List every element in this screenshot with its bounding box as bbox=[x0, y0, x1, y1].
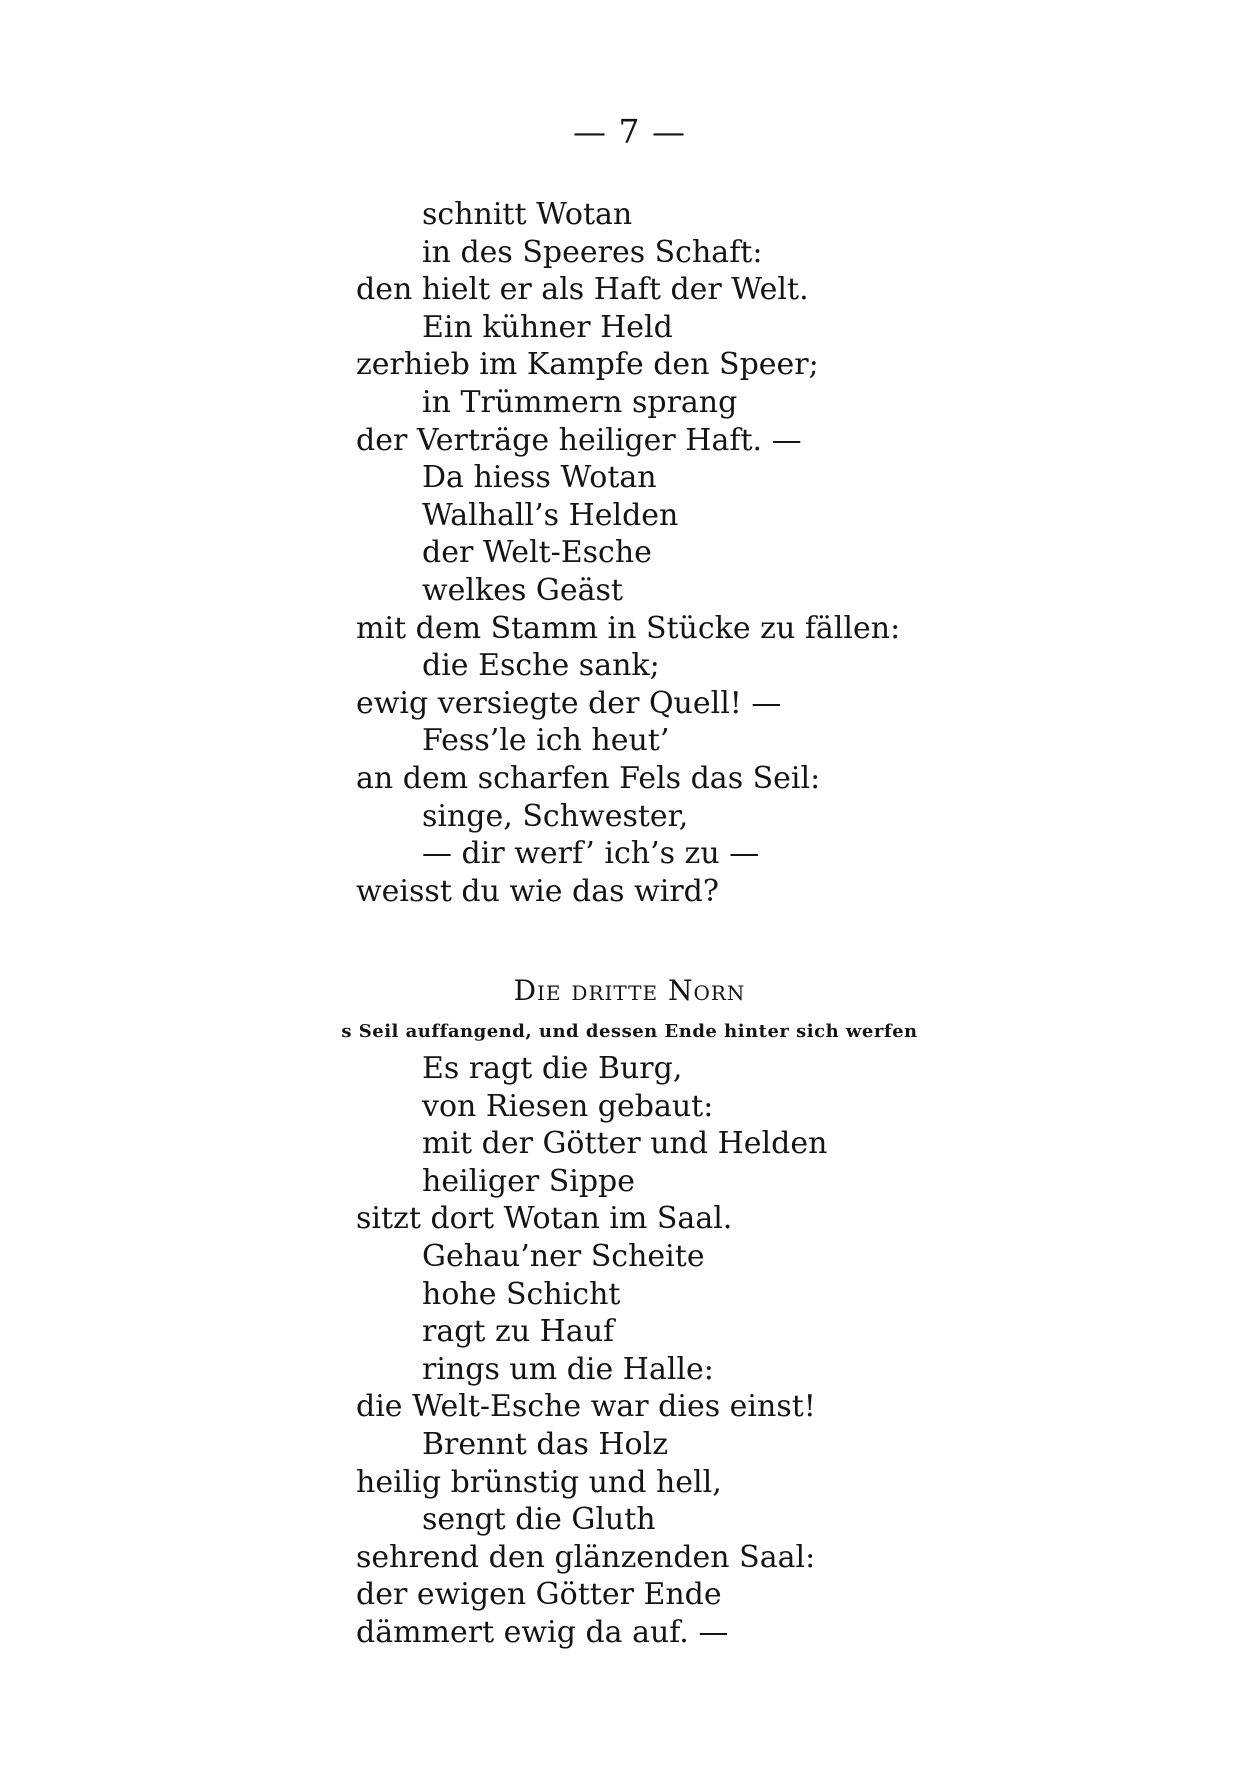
verse-line: dämmert ewig da auf. — bbox=[356, 1614, 729, 1650]
verse-line: die Welt-Esche war dies einst! bbox=[356, 1389, 816, 1425]
verse-line: — dir werf’ ich’s zu — bbox=[422, 836, 760, 872]
verse-line: Brennt das Holz bbox=[422, 1426, 669, 1462]
speaker-heading: Die dritte Norn bbox=[513, 974, 746, 1007]
verse-line: Walhall’s Helden bbox=[422, 497, 679, 533]
verse-line: ewig versiegte der Quell! — bbox=[356, 685, 782, 721]
verse-line: der ewigen Götter Ende bbox=[356, 1577, 722, 1613]
verse-line: heilig brünstig und hell, bbox=[356, 1464, 722, 1500]
verse-line: mit der Götter und Helden bbox=[422, 1126, 828, 1162]
verse-line: weisst du wie das wird? bbox=[356, 873, 719, 909]
verse-line: sengt die Gluth bbox=[422, 1502, 656, 1538]
verse-line: Es ragt die Burg, bbox=[422, 1051, 683, 1086]
stage-direction: s Seil auffangend, und dessen Ende hinter sich werfen bbox=[341, 1021, 918, 1042]
verse-line: sitzt dort Wotan im Saal. bbox=[356, 1201, 733, 1237]
verse-line: Ein kühner Held bbox=[422, 309, 673, 345]
verse-line: singe, Schwester, bbox=[422, 798, 689, 834]
verse-line: Fess’le ich heut’ bbox=[422, 723, 670, 759]
verse-block-1 bbox=[356, 196, 900, 910]
verse-line: der Welt-Esche bbox=[422, 535, 652, 571]
verse-block-2 bbox=[356, 1050, 827, 1652]
verse-line: welkes Geäst bbox=[422, 572, 623, 608]
verse-line: ragt zu Hauf bbox=[422, 1314, 615, 1350]
page-number: — 7 — bbox=[573, 112, 686, 151]
verse-line: der Verträge heiliger Haft. — bbox=[356, 422, 802, 458]
verse-line: Da hiess Wotan bbox=[422, 460, 657, 496]
verse-line: die Esche sank; bbox=[422, 648, 660, 684]
verse-line: in des Speeres Schaft: bbox=[422, 234, 763, 270]
verse-line: mit dem Stamm in Stücke zu fällen: bbox=[356, 610, 901, 646]
verse-line: schnitt Wotan bbox=[422, 197, 633, 232]
verse-line: Gehau’ner Scheite bbox=[422, 1238, 705, 1274]
verse-line: sehrend den glänzenden Saal: bbox=[356, 1539, 816, 1575]
verse-line: den hielt er als Haft der Welt. bbox=[356, 272, 809, 308]
verse-line: von Riesen gebaut: bbox=[422, 1088, 714, 1124]
verse-line: zerhieb im Kampfe den Speer; bbox=[356, 347, 819, 383]
verse-line: heiliger Sippe bbox=[422, 1163, 636, 1199]
verse-line: hohe Schicht bbox=[422, 1276, 621, 1312]
verse-line: in Trümmern sprang bbox=[422, 384, 738, 420]
verse-line: an dem scharfen Fels das Seil: bbox=[356, 760, 821, 796]
verse-line: rings um die Halle: bbox=[422, 1351, 714, 1387]
